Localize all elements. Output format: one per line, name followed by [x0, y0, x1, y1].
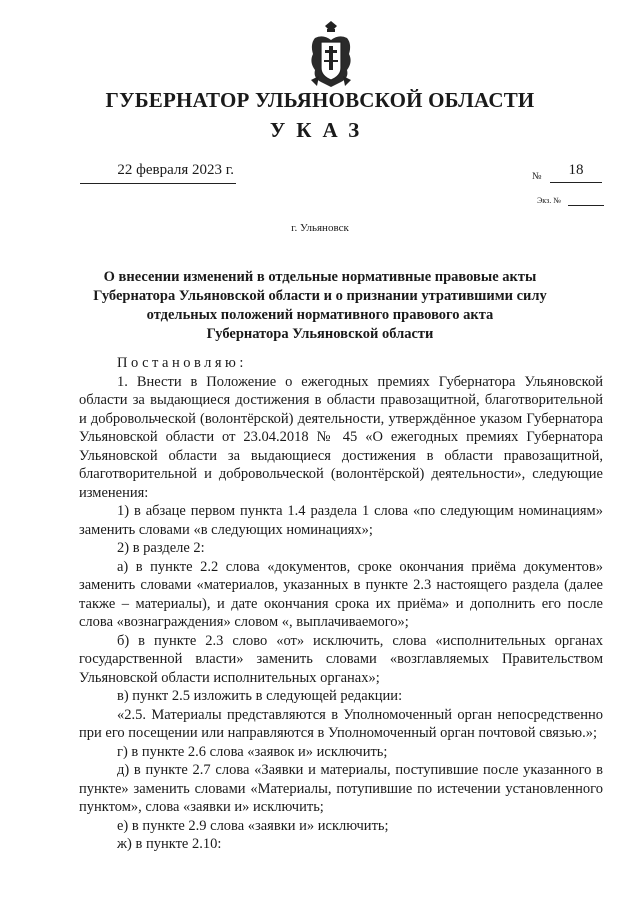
heading-line: отдельных положений нормативного правового акта	[146, 307, 494, 323]
coat-of-arms-emblem	[305, 20, 357, 90]
paragraph: 1) в абзаце первом пункта 1.4 раздела 1 слова «по следующим номинациям» заменить словами «в следующих номинациях»;	[79, 503, 603, 538]
copy-number-line	[568, 205, 604, 206]
paragraph: д) в пункте 2.7 слова «Заявки и материалы, поступившие после указанного в пункте» заменить словами «Материалы, потупившие по истечении установленного пунктом», слова «заявки и» исключить;	[79, 762, 603, 815]
paragraph: 2) в разделе 2:	[117, 540, 205, 556]
paragraph: «2.5. Материалы представляются в Уполномоченный орган непосредственно при его посещении или направляются в Уполномоченный орган почтовой связью.»;	[79, 706, 603, 741]
document-number: 18	[550, 162, 602, 183]
paragraph: б) в пункте 2.3 слово «от» исключить, слова «исполнительных органах государственной власти» заменить словами «возглавляемых Правительством Ульяновской области исполнительных органах»;	[79, 632, 603, 686]
heading-line: Губернатора Ульяновской области	[206, 326, 434, 342]
heading-line: Губернатора Ульяновской области и о признании утратившими силу	[93, 288, 547, 304]
heading-line: О внесении изменений в отдельные нормативные правовые акты	[103, 269, 537, 285]
paragraph: е) в пункте 2.9 слова «заявки и» исключить;	[117, 817, 389, 834]
issuer-title: ГУБЕРНАТОР УЛЬЯНОВСКОЙ ОБЛАСТИ	[105, 88, 535, 112]
decree-body	[79, 354, 603, 854]
copy-number-label: Экз. №	[537, 196, 561, 205]
paragraph: в) пункт 2.5 изложить в следующей редакции:	[117, 688, 403, 704]
document-date: 22 февраля 2023 г.	[80, 162, 236, 184]
city: г. Ульяновск	[291, 222, 349, 234]
decree-word: Постановляю:	[117, 355, 247, 371]
number-label: №	[532, 171, 542, 182]
paragraph: г) в пункте 2.6 слова «заявок и» исключить;	[117, 743, 388, 760]
paragraph: ж) в пункте 2.10:	[117, 836, 222, 852]
decree-heading	[70, 268, 570, 344]
paragraph: 1. Внести в Положение о ежегодных премиях Губернатора Ульяновской области за выдающиеся достижения в области правозащитной, благотворительной и добровольческой (волонтёрской) деятельности, утверждённое указом Губернатора Ульяновской области от 23.04.2018 № 45 «О ежегодных премиях Губернатора Ульяновской области за выдающиеся достижения в области правозащитной, благотворительной и добровольческой (волонтёрской) деятельности», следующие изменения:	[79, 373, 603, 501]
paragraph: а) в пункте 2.2 слова «документов, сроке окончания приёма документов» заменить словами «материалов, указанных в пункте 2.3 настоящего раздела (далее также – материалы), и дате окончания срока их приёма» и дополнить его после слова «вознаграждения» словом «, выплачиваемого»;	[79, 558, 603, 630]
document-type: УКАЗ	[269, 118, 371, 142]
